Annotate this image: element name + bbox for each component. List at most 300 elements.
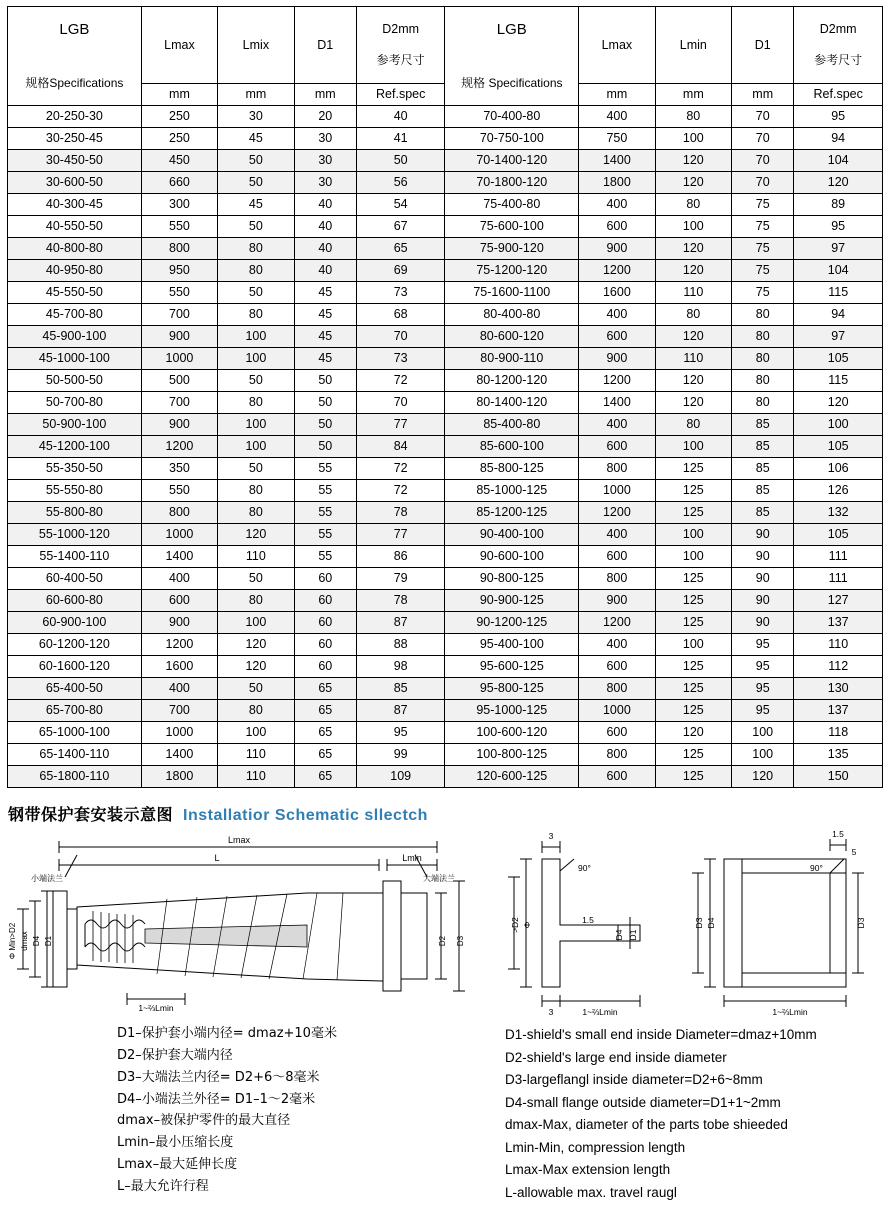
cell-right-c1: 85-600-100 <box>445 436 579 458</box>
cell-left-c2: 1200 <box>141 634 217 656</box>
cell-left-c3: 50 <box>218 216 294 238</box>
header-d1-left: D1 <box>294 7 356 84</box>
label-lmin-frac-right: 1~⅔Lmin <box>772 1007 808 1017</box>
cell-right-c1: 85-1200-125 <box>445 502 579 524</box>
cell-left-c1: 30-250-45 <box>8 128 142 150</box>
cell-left-c5: 70 <box>356 326 445 348</box>
cell-right-c5: 95 <box>794 216 883 238</box>
label-dmax: dmax <box>20 931 29 951</box>
cell-right-c4: 90 <box>732 546 794 568</box>
cell-left-c3: 50 <box>218 150 294 172</box>
cell-right-c3: 125 <box>655 656 731 678</box>
cell-left-c4: 20 <box>294 106 356 128</box>
cell-right-c2: 750 <box>579 128 655 150</box>
cell-left-c3: 45 <box>218 194 294 216</box>
cell-left-c4: 55 <box>294 502 356 524</box>
cell-right-c4: 90 <box>732 524 794 546</box>
cell-left-c5: 70 <box>356 392 445 414</box>
table-row <box>8 282 883 304</box>
cell-left-c5: 69 <box>356 260 445 282</box>
label-d4-mid: D4 <box>614 929 624 941</box>
cell-right-c4: 80 <box>732 370 794 392</box>
table-row <box>8 656 883 678</box>
cell-right-c3: 125 <box>655 700 731 722</box>
label-dim3-bottom: 3 <box>548 1007 554 1017</box>
cell-right-c4: 100 <box>732 744 794 766</box>
label-lmin-frac-mid: 1~⅔Lmin <box>582 1007 618 1017</box>
cell-left-c3: 120 <box>218 524 294 546</box>
cell-right-c5: 130 <box>794 678 883 700</box>
cell-left-c5: 54 <box>356 194 445 216</box>
cell-right-c4: 75 <box>732 194 794 216</box>
header-d2-left-title: D2mm <box>382 22 420 37</box>
cell-left-c2: 950 <box>141 260 217 282</box>
cell-left-c1: 50-900-100 <box>8 414 142 436</box>
cell-left-c5: 73 <box>356 282 445 304</box>
cell-right-c1: 70-1400-120 <box>445 150 579 172</box>
cell-right-c3: 80 <box>655 106 731 128</box>
label-d3: D3 <box>456 935 465 947</box>
cell-right-c5: 132 <box>794 502 883 524</box>
cell-left-c1: 60-400-50 <box>8 568 142 590</box>
cell-left-c3: 80 <box>218 304 294 326</box>
header-unit-lmix-left: mm <box>218 84 294 106</box>
table-row <box>8 546 883 568</box>
cell-right-c2: 400 <box>579 634 655 656</box>
cell-left-c5: 77 <box>356 524 445 546</box>
cell-right-c2: 400 <box>579 414 655 436</box>
cell-right-c1: 120-600-125 <box>445 766 579 788</box>
cell-left-c1: 65-1800-110 <box>8 766 142 788</box>
cell-right-c5: 94 <box>794 128 883 150</box>
cell-left-c4: 65 <box>294 722 356 744</box>
header-unit-d2-left: Ref.spec <box>356 84 445 106</box>
label-d1: D1 <box>44 935 53 947</box>
legend-cn-item: D3–大端法兰内径= D2+6～8毫米 <box>117 1069 320 1085</box>
cell-left-c3: 80 <box>218 480 294 502</box>
header-unit-lmax-right: mm <box>579 84 655 106</box>
cell-left-c4: 30 <box>294 150 356 172</box>
label-dim5-right: 5 <box>851 847 857 857</box>
cell-right-c3: 120 <box>655 326 731 348</box>
table-row <box>8 216 883 238</box>
cell-left-c5: 65 <box>356 238 445 260</box>
table-row <box>8 326 883 348</box>
cell-right-c2: 400 <box>579 304 655 326</box>
cell-right-c5: 97 <box>794 238 883 260</box>
cell-left-c4: 30 <box>294 172 356 194</box>
section-title-en: Installatior Schematic sllectch <box>183 807 428 824</box>
cell-left-c1: 65-1000-100 <box>8 722 142 744</box>
cell-right-c5: 112 <box>794 656 883 678</box>
cell-left-c5: 72 <box>356 458 445 480</box>
table-row <box>8 612 883 634</box>
cell-left-c4: 40 <box>294 238 356 260</box>
cell-left-c3: 100 <box>218 414 294 436</box>
legend-english <box>495 1025 883 1206</box>
table-row <box>8 348 883 370</box>
cell-left-c1: 45-700-80 <box>8 304 142 326</box>
cell-left-c1: 60-1200-120 <box>8 634 142 656</box>
cell-right-c4: 90 <box>732 590 794 612</box>
cell-left-c2: 900 <box>141 414 217 436</box>
cell-left-c2: 550 <box>141 282 217 304</box>
cell-right-c2: 1200 <box>579 370 655 392</box>
cell-left-c3: 110 <box>218 766 294 788</box>
cell-left-c5: 77 <box>356 414 445 436</box>
cell-right-c4: 95 <box>732 656 794 678</box>
cell-left-c4: 55 <box>294 458 356 480</box>
legend-en-item: L-allowable max. travel raugl <box>505 1184 677 1200</box>
cell-right-c1: 85-1000-125 <box>445 480 579 502</box>
cell-right-c2: 600 <box>579 766 655 788</box>
cell-right-c2: 600 <box>579 216 655 238</box>
cell-left-c5: 87 <box>356 700 445 722</box>
cell-left-c1: 45-1000-100 <box>8 348 142 370</box>
cell-left-c5: 50 <box>356 150 445 172</box>
cell-right-c3: 80 <box>655 414 731 436</box>
table-row <box>8 524 883 546</box>
header-lgb-left <box>8 7 142 106</box>
table-row <box>8 238 883 260</box>
cell-right-c4: 70 <box>732 150 794 172</box>
page-root <box>0 6 890 1206</box>
cell-right-c5: 150 <box>794 766 883 788</box>
cell-left-c5: 84 <box>356 436 445 458</box>
header-lgb-left-sub: 规格Specifications <box>25 76 124 91</box>
cell-right-c3: 125 <box>655 480 731 502</box>
cell-right-c5: 100 <box>794 414 883 436</box>
cell-right-c3: 100 <box>655 436 731 458</box>
cell-left-c2: 550 <box>141 480 217 502</box>
cell-right-c3: 100 <box>655 216 731 238</box>
cell-right-c3: 100 <box>655 634 731 656</box>
cell-right-c1: 90-800-125 <box>445 568 579 590</box>
header-unit-lmin-right: mm <box>655 84 731 106</box>
label-large-flange: 大端法兰 <box>423 874 455 883</box>
label-lmin-fraction: 1~⅔Lmin <box>138 1003 174 1013</box>
legend-en-item: Lmax-Max extension length <box>505 1162 671 1178</box>
table-row <box>8 722 883 744</box>
label-d4: D4 <box>32 935 41 947</box>
cell-left-c3: 50 <box>218 282 294 304</box>
cell-right-c1: 80-900-110 <box>445 348 579 370</box>
cell-left-c1: 40-550-50 <box>8 216 142 238</box>
cell-left-c2: 1400 <box>141 546 217 568</box>
cell-right-c5: 118 <box>794 722 883 744</box>
cell-left-c2: 1000 <box>141 722 217 744</box>
cell-right-c4: 75 <box>732 260 794 282</box>
cell-left-c2: 400 <box>141 568 217 590</box>
cell-right-c5: 120 <box>794 172 883 194</box>
cell-right-c5: 115 <box>794 282 883 304</box>
cell-left-c2: 250 <box>141 128 217 150</box>
cell-left-c1: 55-800-80 <box>8 502 142 524</box>
cell-left-c2: 700 <box>141 392 217 414</box>
cell-left-c1: 40-800-80 <box>8 238 142 260</box>
cell-left-c4: 60 <box>294 656 356 678</box>
table-row <box>8 392 883 414</box>
cell-right-c5: 126 <box>794 480 883 502</box>
cell-left-c3: 50 <box>218 370 294 392</box>
cell-right-c4: 95 <box>732 700 794 722</box>
table-row <box>8 194 883 216</box>
cell-left-c5: 73 <box>356 348 445 370</box>
cell-left-c2: 550 <box>141 216 217 238</box>
cell-left-c4: 55 <box>294 524 356 546</box>
cell-right-c1: 90-900-125 <box>445 590 579 612</box>
cell-left-c4: 65 <box>294 678 356 700</box>
cell-left-c4: 40 <box>294 260 356 282</box>
legend-cn-item: dmax–被保护零件的最大直径 <box>117 1113 291 1129</box>
small-flange-detail <box>490 829 675 1019</box>
cell-left-c3: 100 <box>218 612 294 634</box>
table-row <box>8 260 883 282</box>
cell-left-c5: 56 <box>356 172 445 194</box>
table-row <box>8 568 883 590</box>
table-row <box>8 480 883 502</box>
cell-right-c5: 135 <box>794 744 883 766</box>
cell-left-c1: 45-900-100 <box>8 326 142 348</box>
cell-left-c4: 45 <box>294 282 356 304</box>
cell-right-c4: 80 <box>732 304 794 326</box>
large-flange-svg <box>678 829 883 1019</box>
diagram-area <box>7 829 883 1019</box>
cell-right-c3: 125 <box>655 766 731 788</box>
cell-left-c4: 45 <box>294 348 356 370</box>
cell-left-c1: 20-250-30 <box>8 106 142 128</box>
cell-left-c3: 100 <box>218 436 294 458</box>
cell-right-c3: 120 <box>655 172 731 194</box>
cell-left-c5: 79 <box>356 568 445 590</box>
cell-right-c5: 120 <box>794 392 883 414</box>
cell-left-c4: 45 <box>294 304 356 326</box>
cell-left-c3: 45 <box>218 128 294 150</box>
cell-left-c1: 60-600-80 <box>8 590 142 612</box>
cell-left-c2: 1400 <box>141 744 217 766</box>
cell-right-c3: 100 <box>655 546 731 568</box>
cell-right-c3: 120 <box>655 392 731 414</box>
legend <box>7 1025 883 1206</box>
cell-left-c1: 45-550-50 <box>8 282 142 304</box>
label-dim15-mid: 1.5 <box>582 915 594 925</box>
cell-right-c1: 75-600-100 <box>445 216 579 238</box>
label-small-flange: 小端法兰 <box>31 874 63 883</box>
cell-right-c1: 90-400-100 <box>445 524 579 546</box>
cell-right-c2: 400 <box>579 194 655 216</box>
cell-right-c1: 85-400-80 <box>445 414 579 436</box>
cell-left-c1: 30-450-50 <box>8 150 142 172</box>
cell-right-c5: 105 <box>794 348 883 370</box>
cell-left-c2: 1800 <box>141 766 217 788</box>
cell-left-c2: 900 <box>141 612 217 634</box>
cell-left-c3: 110 <box>218 744 294 766</box>
cell-right-c4: 80 <box>732 348 794 370</box>
cell-left-c1: 55-1400-110 <box>8 546 142 568</box>
cell-right-c1: 80-1400-120 <box>445 392 579 414</box>
cell-right-c3: 125 <box>655 678 731 700</box>
cell-right-c5: 106 <box>794 458 883 480</box>
cell-right-c1: 80-600-120 <box>445 326 579 348</box>
cell-right-c4: 100 <box>732 722 794 744</box>
cell-right-c4: 75 <box>732 216 794 238</box>
cell-left-c3: 50 <box>218 458 294 480</box>
cell-left-c4: 50 <box>294 370 356 392</box>
cell-left-c4: 30 <box>294 128 356 150</box>
label-dim3-mid: 3 <box>548 831 554 841</box>
cell-right-c3: 125 <box>655 612 731 634</box>
cell-right-c5: 105 <box>794 524 883 546</box>
cell-left-c2: 1600 <box>141 656 217 678</box>
table-row <box>8 106 883 128</box>
cell-left-c3: 80 <box>218 392 294 414</box>
cell-right-c2: 400 <box>579 524 655 546</box>
header-unit-d2-right: Ref.spec <box>794 84 883 106</box>
cell-right-c1: 70-400-80 <box>445 106 579 128</box>
header-d2-right-title: D2mm <box>819 22 857 37</box>
cell-right-c1: 80-1200-120 <box>445 370 579 392</box>
cell-left-c5: 67 <box>356 216 445 238</box>
header-lgb-right-sub: 规格 Specifications <box>461 76 563 91</box>
legend-cn-item: D1–保护套小端内径= dmaz+10毫米 <box>117 1026 337 1041</box>
cell-right-c2: 800 <box>579 458 655 480</box>
table-body <box>8 106 883 788</box>
cell-left-c5: 78 <box>356 590 445 612</box>
cell-right-c2: 1200 <box>579 260 655 282</box>
cell-left-c3: 80 <box>218 700 294 722</box>
cell-right-c5: 104 <box>794 150 883 172</box>
cell-right-c4: 70 <box>732 172 794 194</box>
cell-right-c2: 1400 <box>579 392 655 414</box>
cell-left-c2: 660 <box>141 172 217 194</box>
header-unit-lmax-left: mm <box>141 84 217 106</box>
cell-left-c2: 500 <box>141 370 217 392</box>
label-d4-right: D4 <box>706 917 716 929</box>
cell-right-c3: 110 <box>655 282 731 304</box>
cell-right-c1: 90-1200-125 <box>445 612 579 634</box>
cell-right-c3: 120 <box>655 722 731 744</box>
cell-right-c1: 95-800-125 <box>445 678 579 700</box>
cell-right-c1: 100-600-120 <box>445 722 579 744</box>
cell-left-c4: 40 <box>294 194 356 216</box>
section-title <box>8 802 890 825</box>
cell-left-c4: 45 <box>294 326 356 348</box>
cell-left-c1: 65-400-50 <box>8 678 142 700</box>
cell-left-c3: 80 <box>218 238 294 260</box>
table-row <box>8 678 883 700</box>
cell-left-c3: 80 <box>218 502 294 524</box>
cell-right-c3: 120 <box>655 238 731 260</box>
cell-right-c4: 75 <box>732 282 794 304</box>
cell-left-c5: 98 <box>356 656 445 678</box>
label-angle-90-mid: 90° <box>578 863 591 873</box>
cell-right-c1: 90-600-100 <box>445 546 579 568</box>
specifications-table <box>7 6 883 788</box>
cell-right-c4: 95 <box>732 678 794 700</box>
cell-left-c4: 65 <box>294 766 356 788</box>
cell-right-c5: 115 <box>794 370 883 392</box>
cell-right-c2: 800 <box>579 744 655 766</box>
cell-right-c2: 1400 <box>579 150 655 172</box>
legend-cn-item: Lmax–最大延伸长度 <box>117 1157 238 1173</box>
cell-right-c3: 80 <box>655 194 731 216</box>
cell-left-c3: 100 <box>218 326 294 348</box>
cell-right-c2: 600 <box>579 722 655 744</box>
small-flange-svg <box>490 829 675 1019</box>
table-row <box>8 744 883 766</box>
cell-left-c5: 72 <box>356 480 445 502</box>
label-lmin: Lmin <box>402 853 422 863</box>
cell-left-c2: 1000 <box>141 348 217 370</box>
assembly-diagram-svg <box>7 829 487 1019</box>
cell-left-c3: 50 <box>218 172 294 194</box>
cell-right-c1: 85-800-125 <box>445 458 579 480</box>
legend-en-item: D3-largeflangl inside diameter=D2+6~8mm <box>505 1072 763 1088</box>
cell-left-c1: 55-550-80 <box>8 480 142 502</box>
legend-en-item: dmax-Max, diameter of the parts tobe shieeded <box>505 1117 788 1133</box>
cell-left-c3: 100 <box>218 722 294 744</box>
cell-left-c2: 350 <box>141 458 217 480</box>
cell-left-c5: 78 <box>356 502 445 524</box>
header-lgb-left-title: LGB <box>59 21 90 39</box>
table-row <box>8 436 883 458</box>
cell-right-c2: 1000 <box>579 480 655 502</box>
legend-cn-item: D2–保护套大端内径 <box>117 1047 233 1063</box>
cell-right-c4: 90 <box>732 568 794 590</box>
cell-right-c5: 111 <box>794 568 883 590</box>
legend-chinese <box>7 1025 495 1206</box>
cell-left-c1: 50-700-80 <box>8 392 142 414</box>
cell-left-c4: 50 <box>294 414 356 436</box>
cell-left-c2: 250 <box>141 106 217 128</box>
cell-right-c5: 127 <box>794 590 883 612</box>
header-unit-d1-left: mm <box>294 84 356 106</box>
cell-left-c2: 800 <box>141 238 217 260</box>
legend-cn-item: Lmin–最小压缩长度 <box>117 1135 234 1151</box>
cell-right-c4: 85 <box>732 458 794 480</box>
label-d3b-right: D3 <box>856 917 866 929</box>
cell-right-c5: 104 <box>794 260 883 282</box>
cell-right-c1: 80-400-80 <box>445 304 579 326</box>
cell-right-c3: 80 <box>655 304 731 326</box>
header-d2-left <box>356 7 445 84</box>
cell-right-c5: 111 <box>794 546 883 568</box>
cell-left-c1: 30-600-50 <box>8 172 142 194</box>
cell-right-c1: 75-900-120 <box>445 238 579 260</box>
legend-en-item: D2-shield's large end inside diameter <box>505 1049 727 1065</box>
legend-cn-item: D4–小端法兰外径= D1–1～2毫米 <box>117 1091 316 1107</box>
cell-right-c2: 800 <box>579 568 655 590</box>
cell-left-c4: 65 <box>294 744 356 766</box>
cell-right-c1: 70-750-100 <box>445 128 579 150</box>
cell-right-c5: 110 <box>794 634 883 656</box>
label-angle-90-right: 90° <box>810 863 823 873</box>
table-row <box>8 172 883 194</box>
cell-right-c4: 85 <box>732 502 794 524</box>
cell-left-c5: 68 <box>356 304 445 326</box>
cell-right-c2: 600 <box>579 436 655 458</box>
cell-right-c3: 110 <box>655 348 731 370</box>
header-unit-d1-right: mm <box>732 84 794 106</box>
cell-right-c1: 70-1800-120 <box>445 172 579 194</box>
header-lmin-right: Lmin <box>655 7 731 84</box>
header-d2-left-note: 参考尺寸 <box>376 53 425 68</box>
cell-right-c4: 85 <box>732 414 794 436</box>
label-l: L <box>214 853 220 863</box>
cell-right-c3: 125 <box>655 744 731 766</box>
cell-left-c5: 86 <box>356 546 445 568</box>
cell-right-c5: 95 <box>794 106 883 128</box>
